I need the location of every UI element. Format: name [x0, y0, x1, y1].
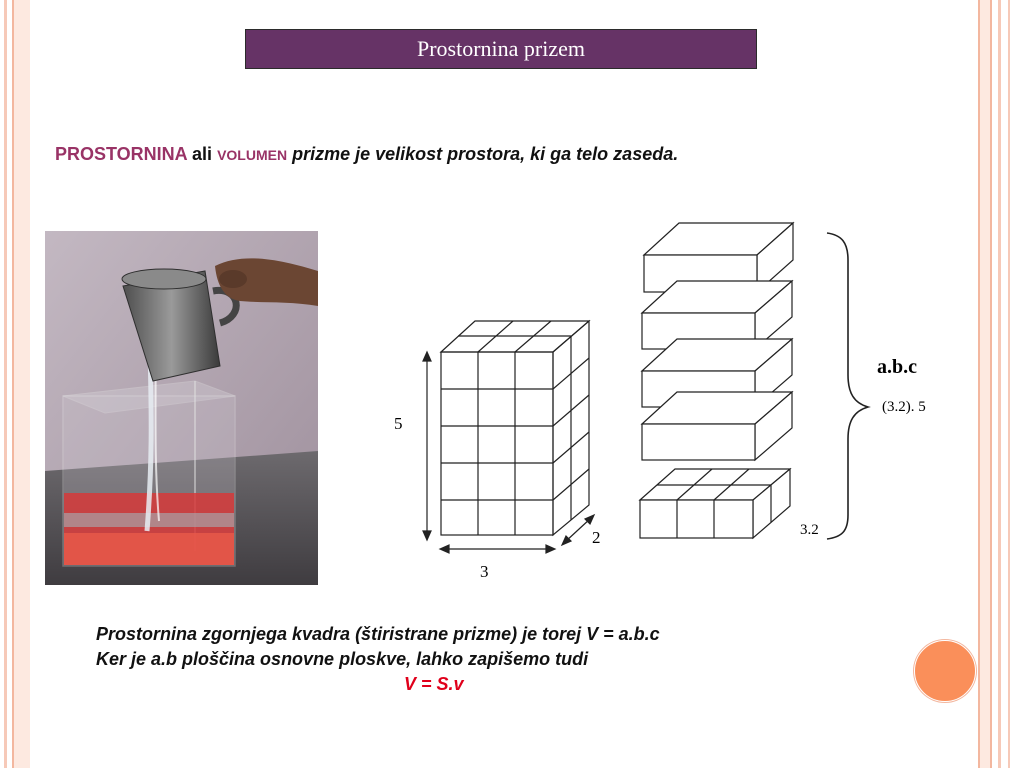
- definition-text: [55, 144, 678, 165]
- water-pouring-photo: [45, 231, 318, 585]
- slide-title: Prostornina prizem: [245, 29, 757, 69]
- prism-volume-diagram: [380, 215, 980, 600]
- conclusion-line-2: Ker je a.b ploščina osnovne ploskve, lahko zapišemo tudi: [96, 649, 589, 669]
- height-label: 5: [394, 414, 403, 433]
- right-frame-border: [978, 0, 1024, 768]
- base-area-label: 3.2: [800, 522, 819, 538]
- conclusion-line-1: Prostornina zgornjega kvadra (štiristrane prizme) je torej V = a.b.c: [96, 624, 660, 644]
- definition-synonym: VOLUMEN: [217, 147, 288, 163]
- depth-label: 2: [592, 528, 601, 547]
- width-label: 3: [480, 562, 489, 581]
- curly-brace: [827, 233, 868, 539]
- unit-cube-prism: [441, 321, 589, 535]
- layer-stack: [640, 223, 793, 538]
- formula-values: (3.2). 5: [882, 399, 926, 415]
- conclusion-text: [96, 622, 916, 697]
- definition-connector: ali: [192, 144, 213, 164]
- left-frame-border: [0, 0, 30, 768]
- volume-equation: V = S.v: [404, 674, 464, 694]
- definition-term: PROSTORNINA: [55, 144, 188, 164]
- formula-abc: a.b.c: [877, 356, 917, 378]
- base-layer: [640, 469, 790, 538]
- decorative-circle: [914, 640, 976, 702]
- definition-body: prizme je velikost prostora, ki ga telo zaseda.: [292, 144, 679, 164]
